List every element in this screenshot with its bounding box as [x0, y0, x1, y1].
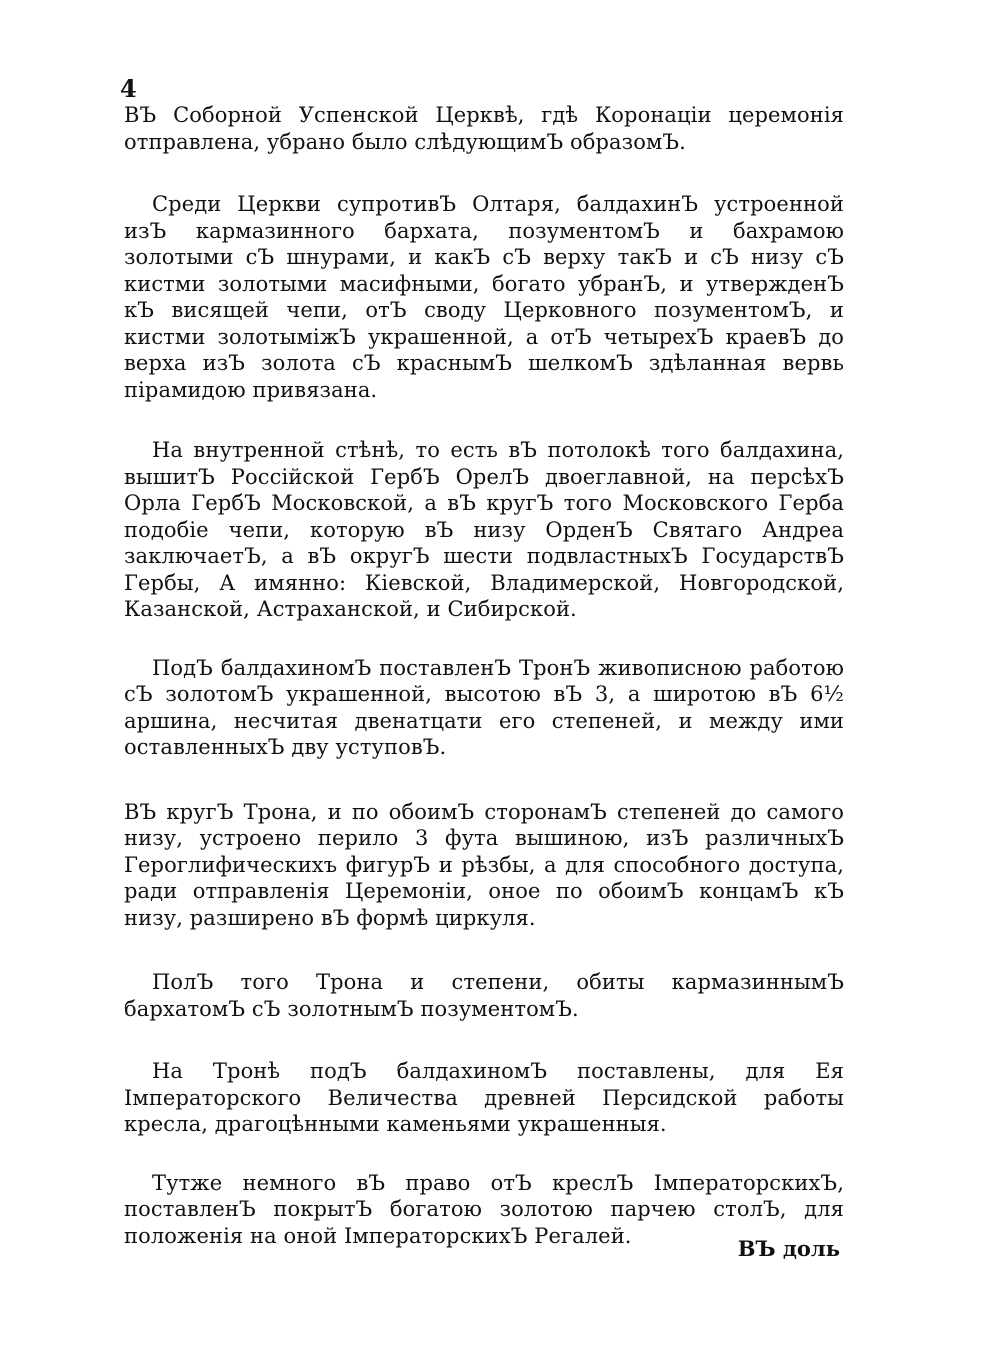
paragraph-cathedral: ВЪ Соборной Успенской Церквѣ, гдѣ Коронацiи церемонiя отправлена, убрано было слѣдующимЪ образомЪ.	[124, 103, 844, 154]
paragraph-armchair: На Тронѣ подЪ балдахиномЪ поставлены, для Ея Iмператорского Величества древней Персидской работы кресла, драгоцѣнными каменьями украшенныя.	[124, 1059, 844, 1136]
paragraph-floor: ПолЪ того Трона и степени, обиты кармазиннымЪ бархатомЪ сЪ золотнымЪ позументомЪ.	[124, 970, 844, 1021]
paragraph-throne: ПодЪ балдахиномЪ поставленЪ ТронЪ живописною работою сЪ золотомЪ украшенной, высотою вЪ 3, а широтою вЪ 6½ аршина, несчитая двенатцати его степеней, и между ими оставленныхЪ дву уступовЪ.	[124, 655, 844, 759]
catchword: ВЪ доль	[737, 1236, 840, 1261]
page-number: 4	[120, 74, 137, 103]
paragraph-railing: ВЪ кругЪ Трона, и по обоимЪ сторонамЪ степеней до самого низу, устроено перило 3 фута вышиною, изЪ различныхЪ Героглифическихъ фигурЪ и рѣзбы, а для способного доступа, ради отправленiя Церемонiи, оное по обоимЪ концамЪ кЪ низу, разширено вЪ формѣ циркуля.	[124, 799, 844, 930]
paragraph-baldachin: Среди Церкви супротивЪ Олтаря, балдахинЪ устроенной изЪ кармазинного бархата, позументомЪ и бахрамою золотыми сЪ шнурами, и какЪ сЪ верху такЪ и сЪ низу сЪ кистми золотыми масифными, богато убранЪ, и утвержденЪ кЪ висящей чепи, отЪ своду Церковного позументомЪ, и кистми золотымiжЪ украшенной, а отЪ четырехЪ краевЪ до верха изЪ золота сЪ краснымЪ шелкомЪ здѣланная вервь пiрамидою привязана.	[124, 192, 844, 402]
body-text	[124, 102, 844, 1249]
paragraph-ceiling-arms: На внутренной стѣнѣ, то есть вЪ потолокѣ того балдахина, вышитЪ Россiйской ГербЪ ОрелЪ двоеглавной, на персѣхЪ Орла ГербЪ Московской, а вЪ кругЪ того Московского Герба подобiе чепи, которую вЪ низу ОрденЪ Святаго Андреа заключаетЪ, а вЪ округЪ шести подвластныхЪ ГосударствЪ Гербы, А имянно: Кiевской, Владимерской, Новгородской, Казанской, Астраханской, и Сибирской.	[124, 438, 844, 621]
paragraph-regalia-table: Тутже немного вЪ право отЪ креслЪ IмператорскихЪ, поставленЪ покрытЪ богатою золотою парчею столЪ, для положенiя на оной IмператорскихЪ Регалей.	[124, 1170, 844, 1248]
